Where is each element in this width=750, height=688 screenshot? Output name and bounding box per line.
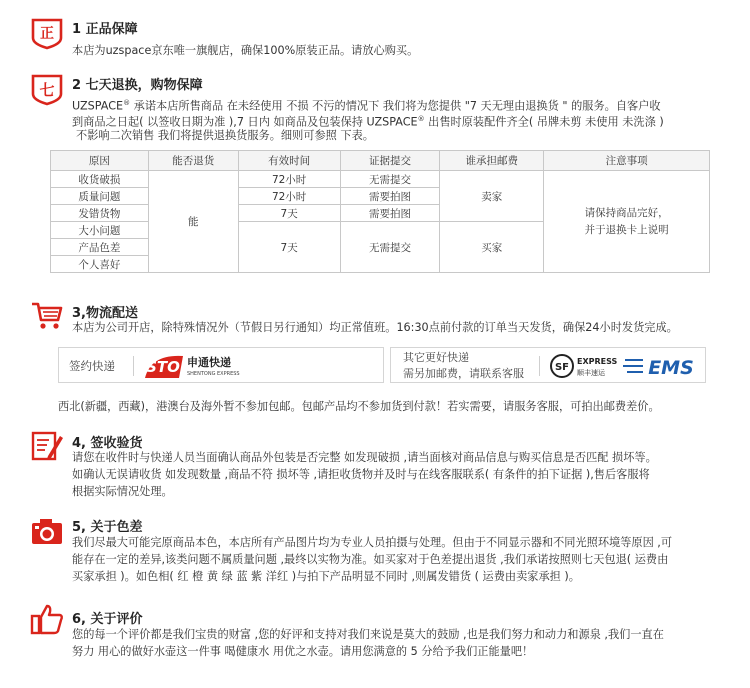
section-text: 能存在一定的差异,该类问题不属质量问题 ,最终以实物为准。如买家对于色差提出退货 ,我们承诺按照则七天包退( 运费由 <box>72 553 669 566</box>
table-header: 证据提交 <box>340 151 440 171</box>
contract-express-label: 签约快递 <box>69 359 115 373</box>
camera-icon <box>30 514 64 548</box>
seven-day-return-icon <box>30 72 64 106</box>
other-express-box <box>390 347 706 383</box>
table-row <box>51 171 710 188</box>
other-express-note: 需另加邮费，请联系客服 <box>403 367 524 380</box>
authentic-guarantee-icon <box>30 16 64 50</box>
table-cell: 需要拍图 <box>340 205 440 222</box>
section-title: 3,物流配送 <box>72 306 138 321</box>
svg-text:SHENTONG EXPRESS: SHENTONG EXPRESS <box>187 371 240 377</box>
section-title: 4, 签收验货 <box>72 436 143 451</box>
section-title: 5, 关于色差 <box>72 520 143 535</box>
table-cell: 个人喜好 <box>51 256 149 273</box>
table-cell: 产品色差 <box>51 239 149 256</box>
svg-text:SF: SF <box>554 362 570 373</box>
table-cell: 能 <box>148 171 238 273</box>
other-express-label: 其它更好快递 <box>403 351 469 364</box>
divider <box>133 356 134 376</box>
svg-text:申通快递: 申通快递 <box>187 356 231 369</box>
table-header: 原因 <box>51 151 149 171</box>
return-text-line1: UZSPACE® 承诺本店所售商品 在未经使用 不损 不污的情况下 我们将为您提供 "7 天无理由退换货 " 的服务。自客户收 <box>72 99 661 113</box>
sf-express-logo <box>549 352 619 380</box>
table-header: 注意事项 <box>544 151 710 171</box>
svg-text:EXPRESS: EXPRESS <box>577 357 618 366</box>
table-cell: 7天 <box>238 205 340 222</box>
shipping-exclusion-text: 西北(新疆，西藏)，港澳台及海外暂不参加包邮。包邮产品均不参加货到付款！若实需要，请服务客服，可拍出邮费差价。 <box>58 400 660 413</box>
table-header: 有效时间 <box>238 151 340 171</box>
section-text: 根据实际情况处理。 <box>72 485 173 498</box>
table-header: 谁承担邮费 <box>440 151 544 171</box>
table-note-cell: 请保持商品完好， 并于退换卡上说明 <box>544 171 710 273</box>
section-text: 请您在收件时与快递人员当面确认商品外包装是否完整 如发现破损 ,请当面核对商品信息与购买信息是否匹配 损坏等。 <box>72 451 657 464</box>
table-header: 能否退货 <box>148 151 238 171</box>
table-header-row <box>51 151 710 171</box>
return-policy-table <box>50 150 710 273</box>
return-text-line2: 到商品之日起( 以签收日期为准 ),7 日内 如商品及包装保持 UZSPACE® 出售时原装配件齐全( 吊牌未剪 未使用 未洗涤 ) <box>72 115 664 129</box>
section-text: 如确认无误请收货 如发现数量 ,商品不符 损坏等 ,请拒收货物并及时与在线客服联系( 有条件的拍下证据 ),售后客服将 <box>72 468 650 481</box>
table-cell: 发错货物 <box>51 205 149 222</box>
table-cell: 无需提交 <box>340 171 440 188</box>
table-cell: 需要拍图 <box>340 188 440 205</box>
table-cell: 72小时 <box>238 171 340 188</box>
svg-text:正: 正 <box>40 26 54 42</box>
section-text: 本店为公司开店，除特殊情况外（节假日另行通知）均正常值班。16:30点前付款的订单当天发货，确保24小时发货完成。 <box>72 321 678 334</box>
section-text: 您的每一个评价都是我们宝贵的财富 ,您的好评和支持对我们来说是莫大的鼓励 ,也是我们努力和动力和源泉 ,我们一直在 <box>72 628 664 641</box>
table-cell: 质量问题 <box>51 188 149 205</box>
sign-inspect-icon <box>30 428 64 462</box>
section-title: 6, 关于评价 <box>72 612 143 627</box>
section-text: 努力 用心的做好水壶这一件事 喝健康水 用优之水壶。请用您满意的 5 分给予我们正能量吧！ <box>72 645 534 658</box>
return-text-line3: 不影响二次销售 我们将提供退换货服务。细则可参照 下表。 <box>76 129 374 142</box>
table-cell: 收货破损 <box>51 171 149 188</box>
svg-text:顺丰速运: 顺丰速运 <box>577 369 605 377</box>
table-cell: 买家 <box>440 222 544 273</box>
svg-text:七: 七 <box>39 81 55 99</box>
shopping-cart-icon <box>30 298 64 332</box>
table-cell: 72小时 <box>238 188 340 205</box>
section-text: 我们尽最大可能完原商品本色，本店所有产品图片均为专业人员拍摄与处理。但由于不同显示器和不同光照环境等原因 ,可 <box>72 536 673 549</box>
section-authentic <box>0 0 750 70</box>
ems-logo <box>623 354 699 378</box>
svg-text:EMS: EMS <box>648 357 694 378</box>
thumbs-up-icon <box>30 602 64 636</box>
table-cell: 7天 <box>238 222 340 273</box>
section-title: 1 正品保障 <box>72 22 138 37</box>
svg-text:STO: STO <box>146 358 180 376</box>
section-text: 本店为uzspace京东唯一旗舰店，确保100%原装正品。请放心购买。 <box>72 44 419 57</box>
table-cell: 无需提交 <box>340 222 440 273</box>
sto-logo <box>143 352 243 380</box>
section-text: 买家承担 )。如色相( 红 橙 黄 绿 蓝 紫 洋红 )与拍下产品明显不同时 ,则属发错货 ( 运费由卖家承担 )。 <box>72 570 580 583</box>
section-title: 2 七天退换，购物保障 <box>72 78 203 93</box>
table-cell: 卖家 <box>440 171 544 222</box>
contract-express-box <box>58 347 384 383</box>
divider <box>539 356 540 376</box>
table-cell: 大小问题 <box>51 222 149 239</box>
